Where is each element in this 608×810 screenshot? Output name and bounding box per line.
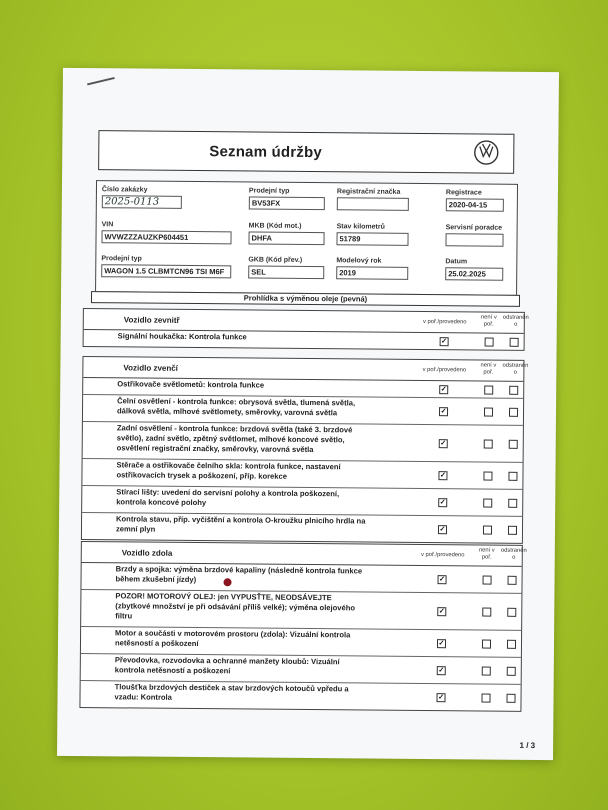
column-header-done: v poř./provedeno	[422, 366, 467, 374]
checklist-item-text: Čelní osvětlení - kontrola funkce: obrysová světla, tlumená světla, dálková světla, mlhové světlomety, směrovky, varovná světla	[116, 396, 356, 418]
service-document	[57, 68, 559, 760]
checkbox-not-ok[interactable]	[485, 338, 494, 347]
checklist-item-text: Motor a součásti v motorovém prostoru (zdola): Vizuální kontrola netěsností a poškození	[114, 628, 351, 649]
vw-logo-icon	[473, 139, 499, 165]
checkbox-done[interactable]: ✓	[438, 694, 444, 702]
checkbox-removed[interactable]	[507, 608, 516, 617]
column-header-not-ok: není v poř.	[480, 314, 497, 328]
checklist-item-text: Stírací lišty: uvedení do servisní polohy a kontrola poškození, kontrola koncové polohy	[116, 487, 340, 508]
checklist-item-text: Ostřikovače světlometů: kontrola funkce	[117, 379, 265, 390]
checklist-item-text: Signální houkačka: Kontrola funkce	[117, 331, 247, 342]
checkbox-removed[interactable]	[509, 440, 518, 449]
checkbox-done[interactable]: ✓	[440, 408, 447, 416]
red-marker-dot	[223, 578, 231, 586]
field-prodejni-typ-2: Prodejní typ WAGON 1.5 CLBMTCN96 TSI M6F	[101, 255, 231, 278]
checkbox-removed[interactable]	[507, 667, 516, 676]
checklist-row	[83, 395, 523, 426]
checklist-row	[81, 563, 521, 594]
checklist-row	[82, 513, 522, 543]
checkbox-not-ok[interactable]	[483, 472, 492, 481]
checkbox-done[interactable]: ✓	[439, 526, 446, 534]
section-vozidlo-zvenci	[81, 356, 529, 544]
column-header-not-ok: není v poř.	[480, 362, 497, 376]
column-header-removed: odstraněn o	[500, 547, 527, 561]
field-cislo-zakazky: Číslo zakázky 2025-0113	[102, 186, 182, 209]
checkbox-removed[interactable]	[508, 499, 517, 508]
checklist-item-text: Kontrola stavu, příp. vyčištění a kontrola O-kroužku plnicího hrdla na zemní plyn	[115, 514, 366, 534]
checkbox-not-ok[interactable]	[483, 576, 492, 585]
field-servisni-poradce: Servisní poradce	[445, 224, 503, 247]
checkbox-done[interactable]: ✓	[439, 576, 446, 584]
checklist-row	[82, 486, 522, 517]
checkbox-done[interactable]: ✓	[440, 440, 447, 448]
checklist-item-text: Brzdy a spojka: výměna brzdové kapaliny (následně kontrola funkce během zkušební jízdy)	[115, 564, 363, 585]
field-registracni-znacka: Registrační značka	[337, 188, 409, 211]
checkbox-done[interactable]: ✓	[438, 667, 445, 675]
checkbox-removed[interactable]	[506, 694, 515, 703]
checkbox-removed[interactable]	[507, 640, 516, 649]
document-title: Seznam údržby	[209, 143, 322, 162]
checkbox-not-ok[interactable]	[482, 667, 491, 676]
checkbox-removed[interactable]	[508, 576, 517, 585]
field-stav-kilometru: Stav kilometrů 51789	[336, 223, 408, 246]
pen-mark	[87, 77, 115, 85]
checkbox-removed[interactable]	[509, 386, 518, 395]
checklist-row	[83, 422, 523, 463]
field-gkb: GKB (Kód přev.) SEL	[248, 256, 324, 279]
checkbox-removed[interactable]	[510, 338, 519, 347]
checkbox-done[interactable]: ✓	[438, 640, 445, 648]
checkbox-not-ok[interactable]	[481, 694, 490, 703]
checklist-row	[81, 654, 521, 685]
checkbox-done[interactable]: ✓	[441, 338, 448, 346]
checkbox-removed[interactable]	[508, 526, 517, 535]
checkbox-done[interactable]: ✓	[438, 608, 445, 616]
checkbox-not-ok[interactable]	[484, 408, 493, 417]
column-header-done: v poř./provedeno	[423, 319, 467, 326]
checkbox-not-ok[interactable]	[484, 386, 493, 395]
column-header-done: v poř./provedeno	[420, 551, 465, 559]
checklist-row	[82, 459, 522, 490]
field-vin: VIN WVWZZZAUZKP604451	[101, 221, 231, 244]
checkbox-not-ok[interactable]	[482, 608, 491, 617]
checklist-row	[80, 681, 520, 711]
checklist-item-text: Stěrače a ostřikovače čelního skla: kontrola funkce, nastavení ostřikovacích trysek a poškození, příp. korekce	[116, 460, 341, 481]
field-modelovy-rok: Modelový rok 2019	[336, 257, 408, 280]
page-number: 1 / 3	[519, 740, 536, 750]
checkbox-not-ok[interactable]	[484, 440, 493, 449]
field-mkb: MKB (Kód mot.) DHFA	[248, 222, 324, 245]
checklist-item-text: Tloušťka brzdových destiček a stav brzdových kotoučů vpředu a vzadu: Kontrola	[114, 682, 349, 702]
document-header	[98, 130, 514, 174]
checklist-row	[81, 590, 521, 631]
checkbox-done[interactable]: ✓	[440, 386, 447, 394]
section-vozidlo-zevnitr	[83, 308, 529, 351]
checkbox-removed[interactable]	[508, 472, 517, 481]
inspection-title: Prohlídka s výměnou oleje (pevná)	[91, 291, 520, 307]
column-header-not-ok: není v poř.	[478, 547, 495, 561]
checklist-item-text: Převodovka, rozvodovka a ochranné manžety kloubů: Vizuální kontrola netěsností a poškození	[114, 655, 340, 676]
checkbox-done[interactable]: ✓	[439, 472, 446, 480]
checklist-row	[81, 627, 521, 658]
field-datum: Datum 25.02.2025	[445, 258, 503, 281]
field-prodejni-typ: Prodejní typ BV53FX	[249, 187, 325, 210]
field-registrace: Registrace 2020-04-15	[446, 189, 504, 212]
checkbox-not-ok[interactable]	[482, 640, 491, 649]
column-header-removed: odstraněn o	[502, 314, 529, 328]
checkbox-done[interactable]: ✓	[439, 499, 446, 507]
checklist-item-text: Zadní osvětlení - kontrola funkce: brzdová světla (také 3. brzdové světlo), zadní světlo, zpětný světlomet, mlhové koncové světlo, osvětlení registrační značky, směrovky, varovná světla	[116, 423, 353, 455]
checkbox-not-ok[interactable]	[483, 526, 492, 535]
section-title: Vozidlo zvenčí	[123, 363, 178, 373]
section-title: Vozidlo zevnitř	[123, 315, 180, 325]
section-vozidlo-zdola	[79, 541, 527, 712]
checklist-item-text: POZOR! MOTOROVÝ OLEJ: jen VYPUSŤTE, NEODSÁVEJTE (zbytkové množství je při odsávání příliš velké); výměna olejového filtru	[115, 591, 356, 621]
column-header-removed: odstraněn o	[502, 362, 529, 376]
checklist-row	[84, 330, 524, 350]
cislo-zakazky-value: 2025-0113	[102, 195, 182, 209]
checkbox-removed[interactable]	[509, 408, 518, 417]
vehicle-info-box	[95, 180, 518, 296]
checkbox-not-ok[interactable]	[483, 499, 492, 508]
section-title: Vozidlo zdola	[121, 548, 173, 558]
